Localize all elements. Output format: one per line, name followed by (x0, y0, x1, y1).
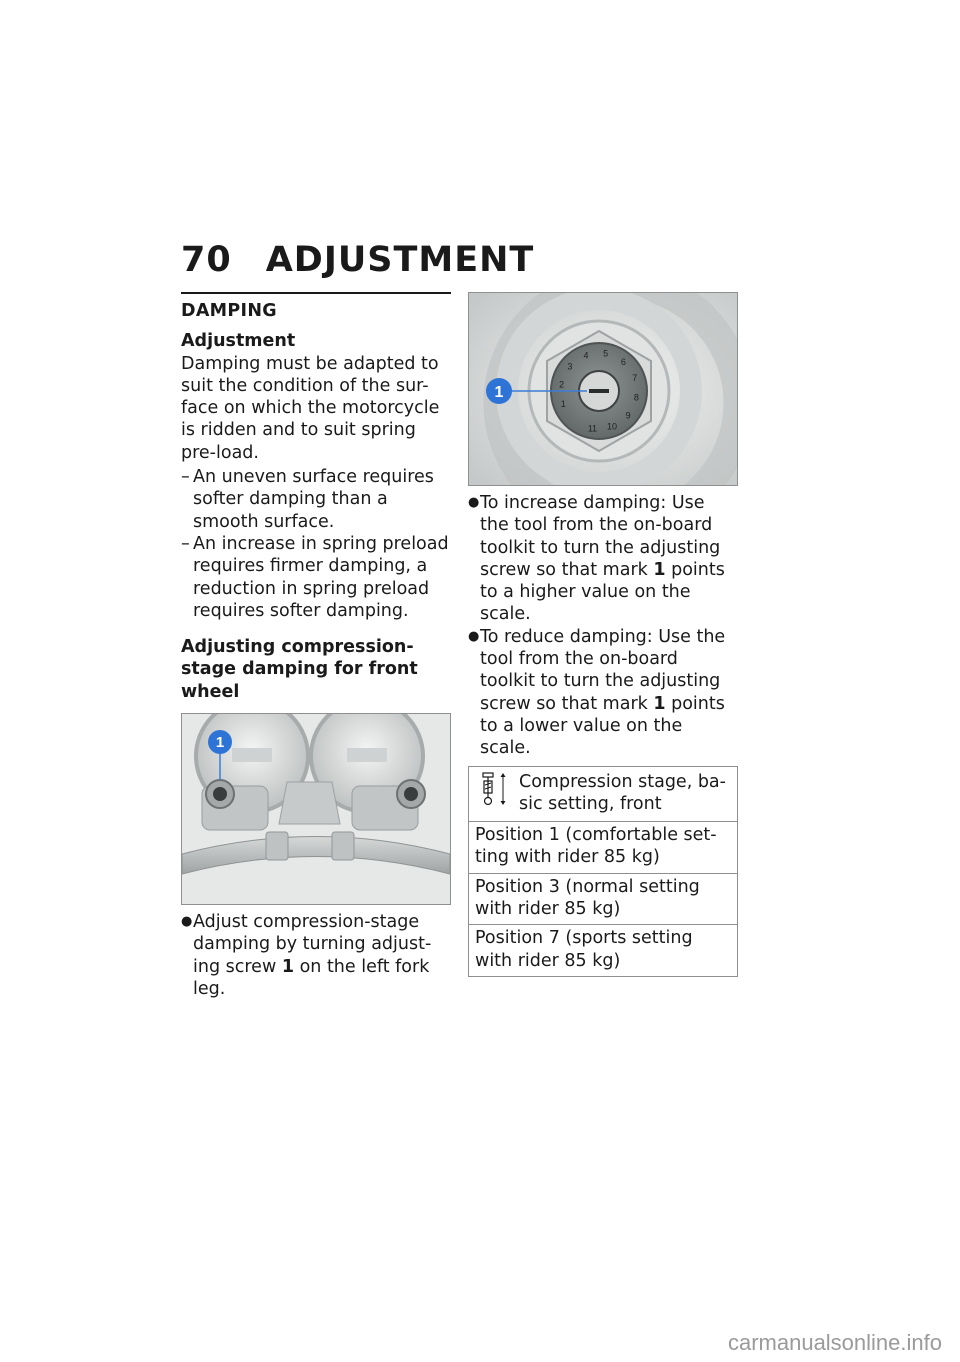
left-column (181, 292, 451, 1000)
dial-number: 2 (559, 379, 565, 390)
page-header (181, 240, 534, 280)
dial-number: 11 (587, 423, 598, 434)
bullet-item (468, 626, 738, 760)
bullet-item (181, 911, 451, 1000)
dial-number: 4 (583, 350, 589, 361)
dash-item (181, 533, 451, 622)
section-header: ADJUSTMENT (265, 240, 535, 280)
section-title: DAMPING (181, 301, 277, 321)
dash-marker: – (181, 533, 190, 554)
spec-table-row: Position 1 (comfortable set-ting with rider 85 kg) (469, 821, 737, 873)
dial-number: 10 (606, 421, 618, 432)
dash-item (181, 466, 451, 533)
bullet-text-start: To reduce damping: Use the tool from the on-board toolkit to turn the adjusting screw so that mark (480, 626, 726, 714)
watermark: carmanualsonline.info (727, 1330, 942, 1355)
reference-number: 1 (653, 559, 666, 580)
bullet-text-start: To increase damping: Use the tool from the on-board toolkit to turn the adjusting screw so that mark (480, 493, 721, 580)
adjusting-screw-illustration (469, 293, 737, 485)
reference-number: 1 (653, 693, 666, 714)
bullet-text-start: Adjust compression-stage damping by turning adjust-ing screw (193, 912, 432, 977)
right-column (468, 292, 738, 977)
reference-number: 1 (281, 956, 295, 977)
dial-number: 6 (620, 356, 626, 367)
intro-paragraph: Damping must be adapted to suit the condition of the sur-face on which the motorcycle is ridden and to suit spring pre-load. (181, 353, 440, 463)
section-rule (181, 292, 451, 294)
bullet-item (468, 492, 738, 626)
shock-absorber-icon (479, 771, 509, 807)
dial-number: 9 (625, 410, 631, 421)
subheading-adjustment: Adjustment (181, 331, 296, 352)
bullet-text-end: on the left fork leg. (193, 956, 430, 999)
dial-number: 8 (633, 392, 639, 403)
figure-callout: 1 (494, 384, 504, 401)
dial-number: 7 (632, 373, 638, 383)
spec-table (468, 766, 738, 977)
dash-item-text: An uneven surface requires softer damping than a smooth surface. (193, 467, 434, 532)
dial-number: 5 (603, 348, 609, 359)
bullet-marker: ● (181, 914, 193, 930)
spec-table-title: Compression stage, ba-sic setting, front (519, 771, 726, 814)
dash-item-text: An increase in spring preload requires firmer damping, a reduction in spring preload requires softer damping. (193, 533, 449, 621)
figure-fork-adjusters (181, 713, 451, 905)
fork-adjusters-illustration (182, 714, 450, 904)
subheading-compression-front: Adjusting compression-stage damping for front wheel (181, 637, 418, 702)
spec-table-row: Position 7 (sports setting with rider 85 kg) (469, 924, 737, 976)
spec-table-header (469, 767, 737, 822)
figure-callout: 1 (215, 734, 225, 752)
spec-table-row: Position 3 (normal setting with rider 85 kg) (469, 873, 737, 925)
figure-adjusting-screw-scale (468, 292, 738, 486)
bullet-text-end: points to a lower value on the scale. (480, 693, 725, 759)
bullet-marker: ● (468, 628, 480, 644)
page-number: 70 (181, 240, 232, 280)
dial-number: 3 (567, 361, 573, 372)
bullet-marker: ● (468, 495, 480, 510)
bullet-text-end: points to a higher value on the scale. (480, 559, 725, 625)
dash-marker: – (181, 467, 190, 488)
dial-number: 1 (560, 399, 566, 409)
